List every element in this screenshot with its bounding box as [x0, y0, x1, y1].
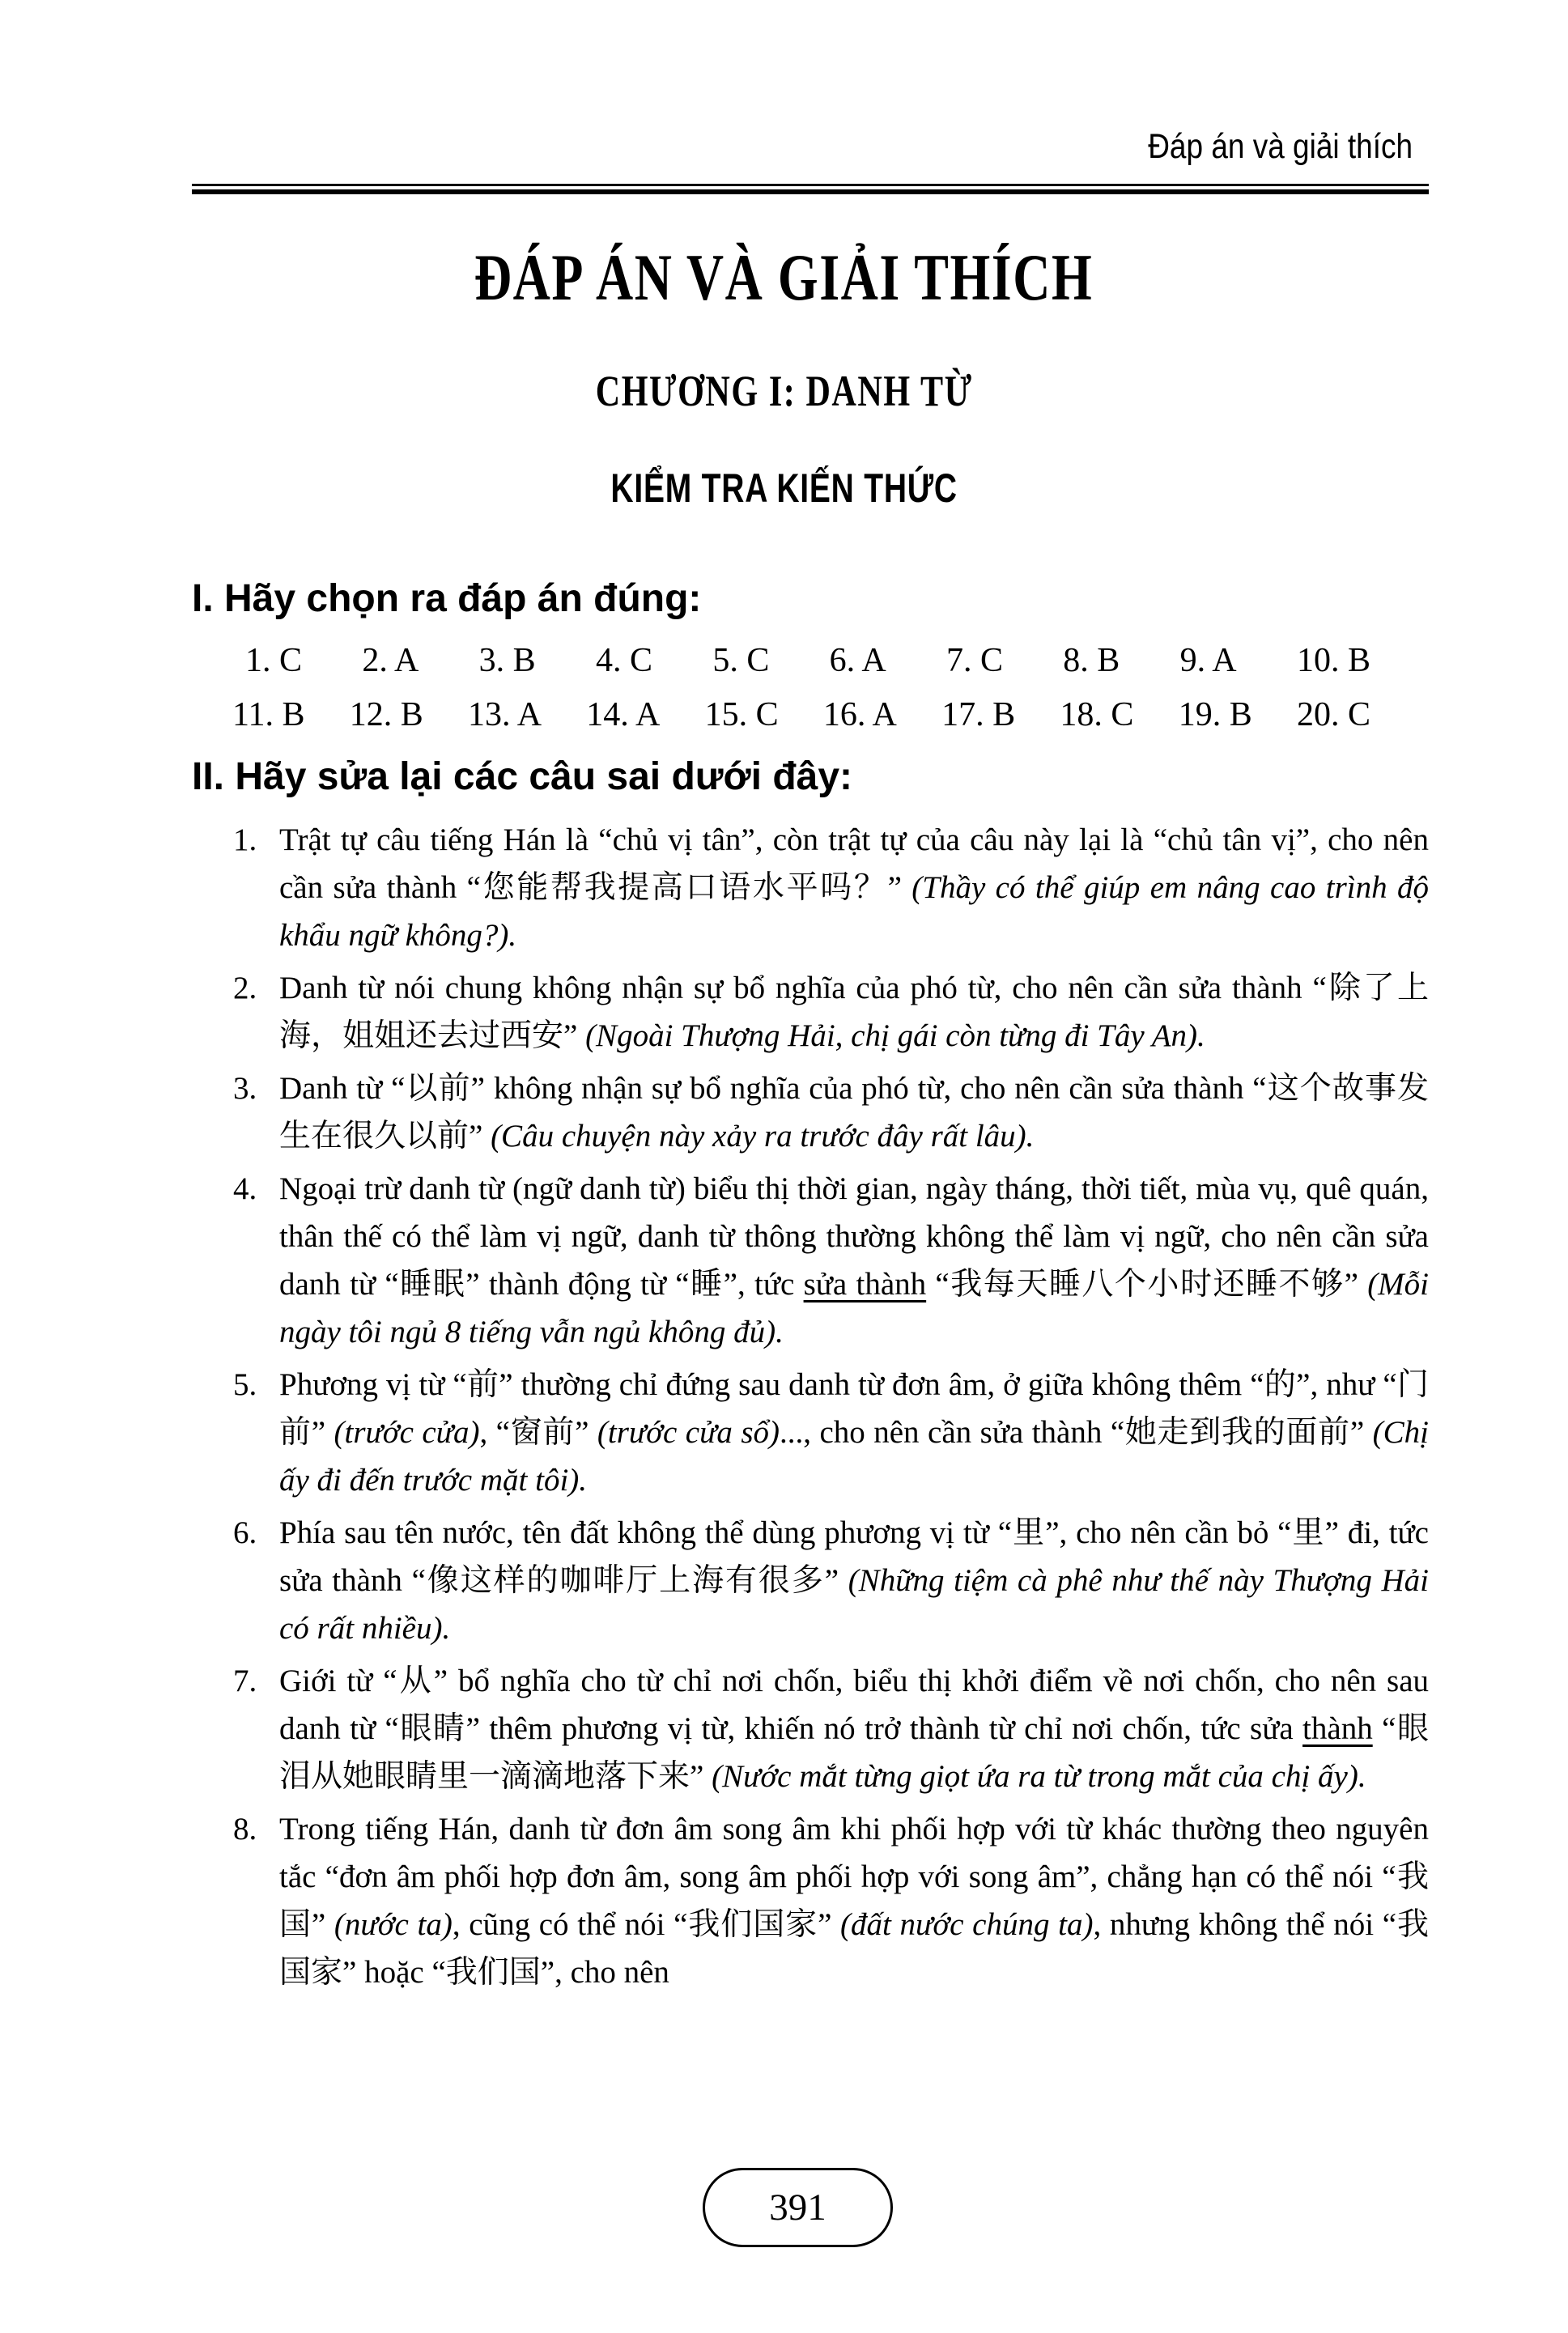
- item-text: [279, 1805, 1429, 1996]
- text-run: Trật tự câu tiếng Hán là “chủ vị tân”, còn trật tự của câu này lại là “chủ tân vị”, cho nên cần sửa thành: [279, 822, 1429, 905]
- text-run: “像这样的咖啡厅上海有很多”: [411, 1563, 839, 1598]
- item-text: [279, 1165, 1429, 1356]
- answer-cell: 9. A: [1179, 642, 1237, 679]
- answer-cell: 7. C: [945, 642, 1003, 679]
- item-number: 8.: [233, 1812, 257, 1846]
- text-run: , như: [1310, 1367, 1383, 1402]
- answer-cell: 8. B: [1063, 642, 1120, 679]
- item-number: 7.: [233, 1664, 257, 1698]
- header-rule: [192, 184, 1429, 194]
- item-text: [279, 1361, 1429, 1504]
- text-run: đi, tức sửa thành: [279, 1515, 1429, 1598]
- answer-cell: 13. A: [468, 696, 542, 733]
- text-run: , cho nên cần bỏ: [1059, 1515, 1278, 1550]
- text-run: “我国家”: [279, 1907, 1429, 1990]
- item-number: 1.: [233, 822, 257, 857]
- text-run: “里”: [997, 1515, 1060, 1550]
- text-run: Danh từ: [279, 1071, 392, 1106]
- item-text: [279, 816, 1429, 959]
- answer-cell: 17. B: [941, 696, 1016, 733]
- text-run: “您能帮我提高口语水平吗？”: [466, 870, 902, 905]
- text-run: (Chị ấy đi đến trước mặt tôi).: [279, 1415, 1429, 1498]
- text-run: “她走到我的面前”: [1110, 1415, 1365, 1450]
- text-run: “门前”: [279, 1367, 1430, 1450]
- running-header-text: Đáp án và giải thích: [1148, 127, 1413, 166]
- text-run: hoặc: [356, 1955, 432, 1990]
- text-run: ,: [479, 1415, 496, 1450]
- text-run: “眼睛”: [385, 1711, 480, 1746]
- answer-cell: 11. B: [232, 696, 305, 733]
- section-title: [0, 465, 1568, 512]
- item-text: [279, 1509, 1429, 1652]
- page-title-text: ĐÁP ÁN VÀ GIẢI THÍCH: [474, 240, 1094, 314]
- item-text: [279, 1065, 1429, 1160]
- item-number: 5.: [233, 1367, 257, 1402]
- text-run: (Những tiệm cà phê như thế này Thượng Hải có rất nhiều).: [279, 1563, 1429, 1646]
- chapter-title-text: CHƯƠNG I: DANH TỪ: [595, 367, 973, 415]
- answer-key: [232, 642, 1370, 750]
- answer-row: [232, 696, 1370, 733]
- answer-cell: 12. B: [349, 696, 423, 733]
- text-run: sửa thành: [803, 1267, 927, 1302]
- part2-heading: II. Hãy sửa lại các câu sai dưới đây:: [192, 755, 853, 798]
- list-item: [192, 1657, 1429, 1800]
- answer-cell: 16. A: [822, 696, 897, 733]
- text-run: “我国”: [279, 1859, 1429, 1942]
- list-item: [192, 1065, 1429, 1160]
- text-run: (nước ta): [325, 1907, 453, 1942]
- list-item: [192, 964, 1429, 1060]
- answer-cell: 3. B: [478, 642, 536, 679]
- text-run: “这个故事发生在很久以前”: [279, 1071, 1430, 1154]
- answer-cell: 4. C: [595, 642, 652, 679]
- list-item: [192, 1361, 1429, 1504]
- text-run: Phương vị từ: [279, 1367, 453, 1402]
- answer-cell: 10. B: [1296, 642, 1370, 679]
- answer-cell: 2. A: [362, 642, 419, 679]
- text-run: (đất nước chúng ta): [831, 1907, 1094, 1942]
- answer-cell: 15. C: [704, 696, 779, 733]
- text-run: “除了上海，姐姐还去过西安”: [279, 971, 1430, 1053]
- text-run: (Nước mắt từng giọt ứa ra từ trong mắt của chị ấy).: [712, 1759, 1366, 1794]
- part1-heading: I. Hãy chọn ra đáp án đúng:: [192, 577, 702, 620]
- text-run: không nhận sự bổ nghĩa của phó từ, cho nên cần sửa thành: [485, 1071, 1253, 1106]
- text-run: “以前”: [391, 1071, 485, 1106]
- item-number: 4.: [233, 1171, 257, 1206]
- list-item: [192, 1165, 1429, 1356]
- answer-cell: 19. B: [1178, 696, 1252, 733]
- text-run: Phía sau tên nước, tên đất không thể dùng phương vị từ: [279, 1515, 998, 1550]
- list-item: [192, 816, 1429, 959]
- text-run: , nhưng không thể nói: [1093, 1907, 1383, 1942]
- text-run: “我每天睡八个小时还睡不够”: [926, 1267, 1368, 1302]
- answer-row: [245, 642, 1370, 679]
- text-run: (trước cửa sổ): [589, 1415, 780, 1450]
- text-run: (Câu chuyện này xảy ra trước đây rất lâu).: [482, 1119, 1035, 1154]
- section-title-text: KIỂM TRA KIẾN THỨC: [610, 465, 958, 511]
- text-run: , tức: [737, 1267, 804, 1302]
- chapter-title: [0, 366, 1568, 416]
- text-run: thành: [1302, 1711, 1373, 1746]
- text-run: “睡眠”: [385, 1267, 480, 1302]
- text-run: ..., cho nên cần sửa thành: [779, 1415, 1111, 1450]
- text-run: thành động từ: [479, 1267, 676, 1302]
- running-header: [1105, 128, 1413, 166]
- item-text: [279, 1657, 1429, 1800]
- text-run: “窗前”: [495, 1415, 589, 1450]
- text-run: , cho nên: [555, 1955, 669, 1990]
- answer-cell: 14. A: [586, 696, 661, 733]
- text-run: “我们国”: [431, 1955, 555, 1990]
- text-run: “的”: [1250, 1367, 1311, 1402]
- list-item: [192, 1509, 1429, 1652]
- item-text: [279, 964, 1429, 1060]
- answer-cell: 18. C: [1060, 696, 1134, 733]
- item-number: 2.: [233, 971, 257, 1005]
- answer-cell: 20. C: [1296, 696, 1370, 733]
- text-run: Danh từ nói chung không nhận sự bổ nghĩa của phó từ, cho nên cần sửa thành: [279, 971, 1313, 1005]
- text-run: Ngoại trừ danh từ (ngữ danh từ) biểu thị thời gian, ngày tháng, thời tiết, mùa vụ, quê quán, thân thế có thể làm vị ngữ, danh từ thông thường không thể làm vị ngữ, cho nên cần sửa danh từ: [279, 1171, 1429, 1302]
- page-number-pill: [703, 2168, 893, 2247]
- text-run: “我们国家”: [674, 1907, 832, 1942]
- text-run: bổ nghĩa cho từ chỉ nơi chốn, biểu thị khởi điểm về nơi chốn, cho nên sau danh từ: [279, 1664, 1430, 1746]
- text-run: (Thầy có thể giúp em nâng cao trình độ khẩu ngữ không?).: [279, 870, 1429, 953]
- list-item: [192, 1805, 1429, 1996]
- text-run: “睡”: [675, 1267, 737, 1302]
- answer-cell: 6. A: [829, 642, 886, 679]
- text-run: (Mỗi ngày tôi ngủ 8 tiếng vẫn ngủ không đủ).: [279, 1267, 1429, 1349]
- item-number: 6.: [233, 1515, 257, 1550]
- text-run: thêm phương vị từ, khiến nó trở thành từ chỉ nơi chốn, tức sửa: [479, 1711, 1303, 1746]
- text-run: “从”: [383, 1664, 448, 1698]
- page-title: [0, 240, 1568, 316]
- text-run: , cũng có thể nói: [452, 1907, 674, 1942]
- text-run: “眼泪从她眼睛里一滴滴地落下来”: [279, 1711, 1429, 1794]
- correction-list: [192, 816, 1429, 2001]
- answer-cell: 5. C: [712, 642, 770, 679]
- page-number: 391: [769, 2186, 826, 2229]
- text-run: Giới từ: [279, 1664, 384, 1698]
- item-number: 3.: [233, 1071, 257, 1106]
- text-run: “前”: [453, 1367, 513, 1402]
- text-run: (Ngoài Thượng Hải, chị gái còn từng đi Tây An).: [577, 1018, 1205, 1053]
- text-run: thường chỉ đứng sau danh từ đơn âm, ở giữa không thêm: [512, 1367, 1251, 1402]
- text-run: Trong tiếng Hán, danh từ đơn âm song âm khi phối hợp với từ khác thường theo nguyên tắc “đơn âm phối hợp đơn âm, song âm phối hợp với song âm”, chẳng hạn có thể nói: [279, 1812, 1429, 1894]
- text-run: (trước cửa): [325, 1415, 480, 1450]
- text-run: “里”: [1277, 1515, 1339, 1550]
- answer-cell: 1. C: [245, 642, 303, 679]
